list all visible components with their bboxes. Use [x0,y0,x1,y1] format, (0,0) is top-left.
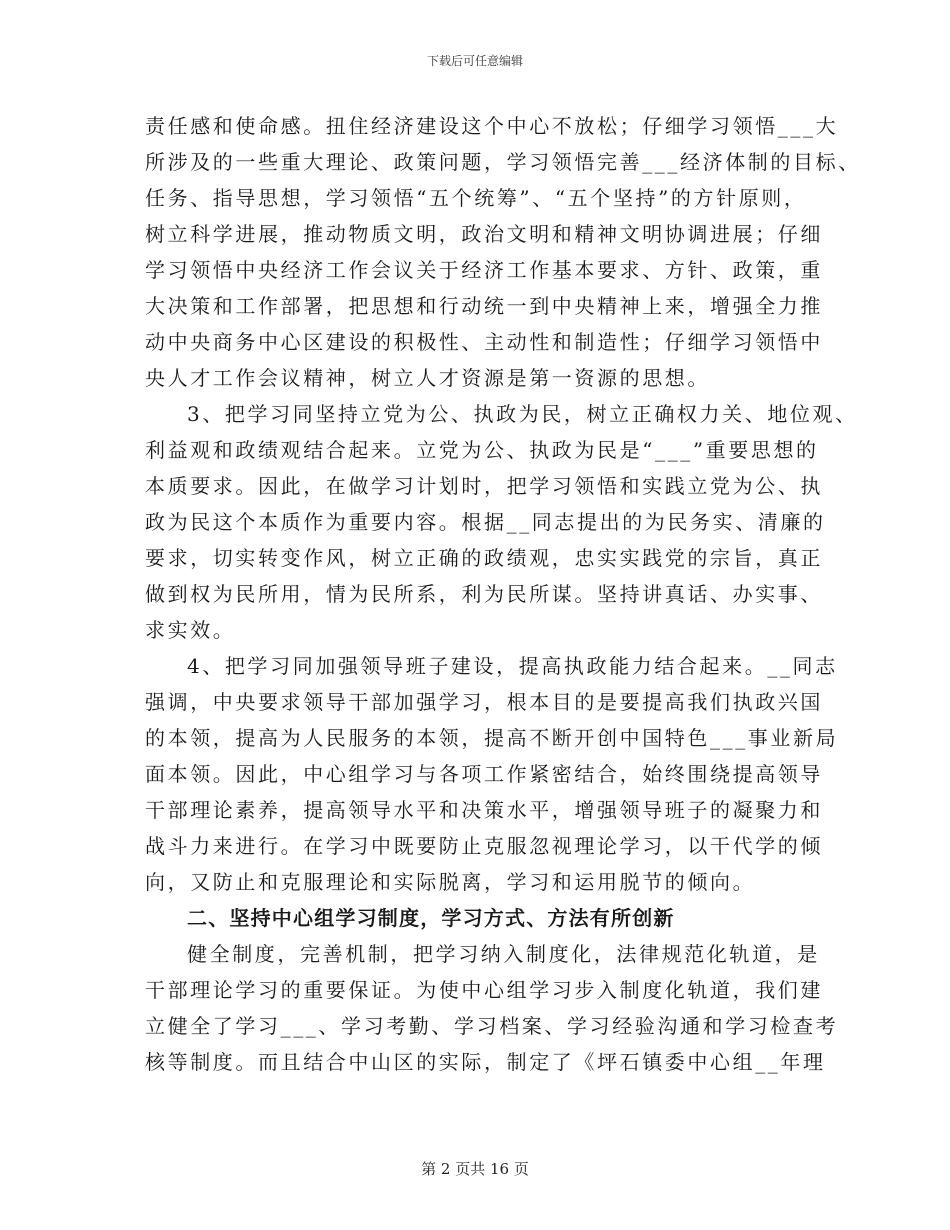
body-line: 核等制度。而且结合中山区的实际，制定了《坪石镇委中心组__年理 [145,1050,826,1074]
body-line: 大决策和工作部署，把思想和行动统一到中央精神上来，增强全力推 [145,294,823,318]
body-line: 树立科学进展，推动物质文明，政治文明和精神文明协调进展；仔细 [145,222,823,246]
body-line: 责任感和使命感。扭住经济建设这个中心不放松；仔细学习领悟___大 [145,114,839,138]
body-line: 3、把学习同坚持立党为公、执政为民，树立正确权力关、地位观、 [187,402,858,426]
body-line: 利益观和政绩观结合起来。立党为公、执政为民是“___”重要思想的 [145,438,819,462]
body-line: 政为民这个本质作为重要内容。根据__同志提出的为民务实、清廉的 [145,510,826,534]
body-line: 强调，中央要求领导干部加强学习，根本目的是要提高我们执政兴国 [145,690,823,714]
body-line: 做到权为民所用，情为民所系，利为民所谋。坚持讲真话、办实事、 [145,582,823,606]
body-line: 学习领悟中央经济工作会议关于经济工作基本要求、方针、政策，重 [145,258,823,282]
body-line: 所涉及的一些重大理论、政策问题，学习领悟完善___经济体制的目标、 [145,150,861,174]
body-line: 健全制度，完善机制，把学习纳入制度化，法律规范化轨道，是 [187,942,820,966]
body-line: 向，又防止和克服理论和实际脱离，学习和运用脱节的倾向。 [145,870,756,894]
body-line: 的本领，提高为人民服务的本领，提高不断开创中国特色___事业新局 [145,726,839,750]
section-heading: 二、坚持中心组学习制度，学习方式、方法有所创新 [187,906,675,930]
body-line: 4、把学习同加强领导班子建设，提高执政能力结合起来。__同志 [187,654,838,678]
body-line: 立健全了学习___、学习考勤、学习档案、学习经验沟通和学习检查考 [145,1014,839,1038]
body-line: 任务、指导思想，学习领悟“五个统筹”、“五个坚持”的方针原则， [145,186,807,210]
body-line: 要求，切实转变作风，树立正确的政绩观，忠实实践党的宗旨，真正 [145,546,823,570]
body-line: 本质要求。因此，在做学习计划时，把学习领悟和实践立党为公、执 [145,474,823,498]
document-body [145,108,861,1080]
page-number: 第 2 页共 16 页 [421,1160,529,1178]
body-line: 战斗力来进行。在学习中既要防止克服忽视理论学习，以干代学的倾 [145,834,823,858]
body-line: 干部理论学习的重要保证。为使中心组学习步入制度化轨道，我们建 [145,978,823,1002]
body-line: 动中央商务中心区建设的积极性、主动性和制造性；仔细学习领悟中 [145,330,823,354]
body-line: 干部理论素养，提高领导水平和决策水平，增强领导班子的凝聚力和 [145,798,823,822]
body-line: 央人才工作会议精神，树立人才资源是第一资源的思想。 [145,366,710,390]
body-line: 求实效。 [145,618,236,642]
page-header-note: 下载后可任意编辑 [426,54,523,68]
body-line: 面本领。因此，中心组学习与各项工作紧密结合，始终围绕提高领导 [145,762,823,786]
